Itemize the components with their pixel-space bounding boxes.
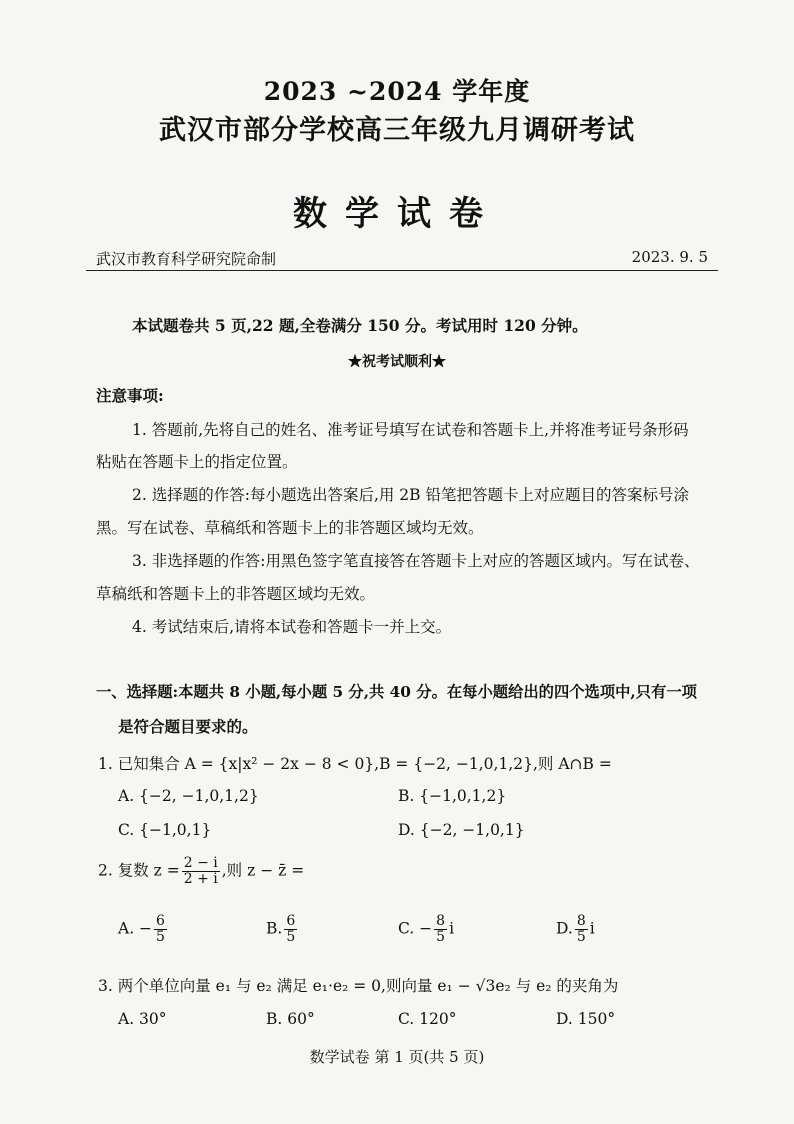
subject-title: 数学试卷: [293, 194, 501, 234]
q2-c-label: C. −: [398, 919, 433, 938]
intro-summary: 本试题卷共 5 页,22 题,全卷满分 150 分。考试用时 120 分钟。: [132, 316, 588, 335]
q2-d-num: 8: [576, 913, 586, 929]
section-heading: 一、选择题:本题共 8 小题,每小题 5 分,共 40 分。在每小题给出的四个选项中,只有一项: [96, 683, 697, 701]
q2-a-label: A. −: [118, 919, 153, 938]
exam-name: 武汉市部分学校高三年级九月调研考试: [159, 115, 635, 146]
q1-option-c: C. {−1,0,1}: [118, 821, 212, 839]
q2-d-frac: [575, 914, 588, 945]
q2-c-den: 5: [436, 929, 446, 945]
q2-b-frac: [284, 914, 297, 945]
q2-d-i: i: [589, 919, 595, 938]
question-1-stem: 1. 已知集合 A = {x|x² − 2x − 8 < 0},B = {−2, −1,0,1,2},则 A∩B =: [98, 755, 612, 773]
page-footer: 数学试卷 第 1 页(共 5 页): [309, 1048, 485, 1066]
q2-option-a: [118, 914, 169, 945]
q2-a-den: 5: [156, 929, 165, 945]
q1-option-b: B. {−1,0,1,2}: [398, 787, 507, 805]
q2-d-label: D.: [556, 919, 573, 938]
note-line: 草稿纸和答题卡上的非答题区域均无效。: [96, 585, 376, 603]
q2-c-i: i: [449, 919, 455, 938]
q1-option-a: A. {−2, −1,0,1,2}: [118, 787, 259, 805]
header-rule: [86, 270, 718, 271]
good-luck: ★祝考试顺利★: [348, 354, 446, 370]
q2-b-num: 6: [286, 913, 296, 929]
q2-d-den: 5: [576, 929, 586, 945]
q3-option-b: B. 60°: [266, 1010, 315, 1028]
question-2-stem: [98, 856, 304, 887]
q3-option-a: A. 30°: [118, 1010, 167, 1028]
note-line: 4. 考试结束后,请将本试卷和答题卡一并上交。: [132, 618, 452, 636]
section-heading-cont: 是符合题目要求的。: [118, 717, 258, 736]
q2-b-den: 5: [286, 929, 296, 945]
q3-option-c: C. 120°: [398, 1010, 457, 1028]
note-line: 3. 非选择题的作答:用黑色签字笔直接答在答题卡上对应的答题区域内。写在试卷、: [132, 552, 700, 570]
q2-frac-den: 2 + i: [183, 871, 218, 887]
q2-a-num: 6: [156, 913, 165, 929]
question-3-stem: 3. 两个单位向量 e₁ 与 e₂ 满足 e₁·e₂ = 0,则向量 e₁ − √3e₂ 与 e₂ 的夹角为: [98, 977, 619, 995]
school-year: 2023 ~2024 学年度: [263, 77, 531, 106]
note-line: 粘贴在答题卡上的指定位置。: [96, 453, 298, 471]
publisher: 武汉市教育科学研究院命制: [96, 250, 277, 268]
q2-option-b: [266, 914, 299, 945]
notes-title: 注意事项:: [96, 386, 164, 405]
q2-prefix: 2. 复数 z =: [98, 861, 180, 880]
q2-b-label: B.: [266, 919, 283, 938]
q2-suffix: ,则 z − z̄ =: [221, 861, 305, 880]
q2-c-num: 8: [436, 913, 446, 929]
q2-fraction: [182, 856, 220, 887]
note-line: 黑。写在试卷、草稿纸和答题卡上的非答题区域均无效。: [96, 519, 484, 537]
q3-option-d: D. 150°: [556, 1010, 616, 1028]
exam-date: 2023. 9. 5: [631, 248, 708, 266]
q2-c-frac: [434, 914, 447, 945]
q2-option-d: [556, 914, 595, 945]
q2-frac-num: 2 − i: [183, 855, 218, 871]
q2-option-c: [398, 914, 454, 945]
q2-a-frac: [154, 914, 167, 945]
note-line: 2. 选择题的作答:每小题选出答案后,用 2B 铅笔把答题卡上对应题目的答案标号涂: [132, 486, 689, 504]
note-line: 1. 答题前,先将自己的姓名、准考证号填写在试卷和答题卡上,并将准考证号条形码: [132, 421, 689, 439]
q1-option-d: D. {−2, −1,0,1}: [398, 821, 525, 839]
